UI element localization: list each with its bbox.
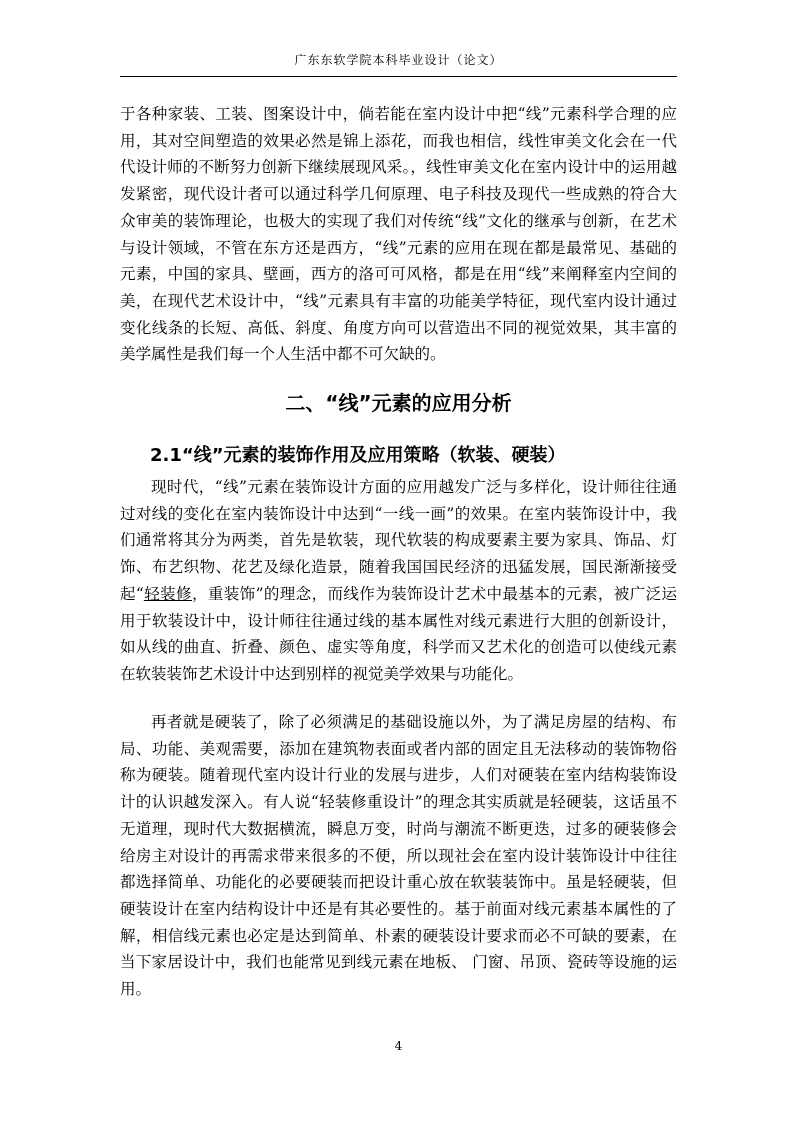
page-number: 4 [394,1039,403,1053]
page-header: 广东东软学院本科毕业设计（论文） [120,50,677,77]
paragraph-2-text-b: ，重装饰”的理念，而线作为装饰设计艺术中最基本的元素，被广泛运用于软装设计中，设计师往往通过线的基本属性对线元素进行大胆的创新设计，如从线的曲直、折叠、颜色、虚实等角度，科学而又艺术化的创造可以使线元素在软装装饰艺术设计中达到别样的视觉美学效果与功能化。 [120,584,677,683]
paragraph-2-text-a: 现时代，“线”元素在装饰设计方面的应用越发广泛与多样化，设计师往往通过对线的变化在室内装饰设计中达到“一线一画”的效果。在室内装饰设计中，我们通常将其分为两类，首先是软装，现代软装的构成要素主要为家具、饰品、灯饰、布艺织物、花艺及绿化造景，随着我国国民经济的迅猛发展，国民渐渐接受起“ [120,478,677,603]
body-paragraph-3: 再者就是硬装了，除了必须满足的基础设施以外，为了满足房屋的结构、布局、功能、美观需要，添加在建筑物表面或者内部的固定且无法移动的装饰物俗称为硬装。随着现代室内设计行业的发展与进步，人们对硬装在室内结构装饰设计的认识越发深入。有人说“轻装修重设计”的理念其实质就是轻硬装，这话虽不无道理，现时代大数据横流，瞬息万变，时尚与潮流不断更迭，过多的硬装修会给房主对设计的再需求带来很多的不便，所以现社会在室内设计装饰设计中往往都选择简单、功能化的必要硬装而把设计重心放在软装装饰中。虽是轻硬装，但硬装设计在室内结构设计中还是有其必要性的。基于前面对线元素基本属性的了解，相信线元素也必定是达到简单、朴素的硬装设计要求而必不可缺的要素，在当下家居设计中，我们也能常见到线元素在地板、 门窗、吊顶、瓷砖等设施的运用。 [120,713,677,999]
section-heading: 2.1“线”元素的装饰作用及应用策略（软装、硬装） [150,445,566,466]
underlined-term: 轻装修 [143,584,192,603]
chapter-heading: 二、“线”元素的应用分析 [285,391,512,415]
body-paragraph-2 [120,474,677,688]
body-paragraph-1: 于各种家装、工装、图案设计中，倘若能在室内设计中把“线”元素科学合理的应用，其对空间塑造的效果必然是锦上添花，而我也相信，线性审美文化会在一代代设计师的不断努力创新下继续展现风采。，线性审美文化在室内设计中的运用越发紧密，现代设计者可以通过科学几何原理、电子科技及现代一些成熟的符合大众审美的装饰理论，也极大的实现了我们对传统“线”文化的继承与创新，在艺术与设计领域，不管在东方还是西方，“线”元素的应用在现在都是最常见、基础的元素，中国的家具、壁画，西方的洛可可风格，都是在用“线”来阐释室内空间的美，在现代艺术设计中，“线”元素具有丰富的功能美学特征，现代室内设计通过变化线条的长短、高低、斜度、角度方向可以营造出不同的视觉效果，其丰富的美学属性是我们每一个人生活中都不可欠缺的。 [120,105,677,364]
